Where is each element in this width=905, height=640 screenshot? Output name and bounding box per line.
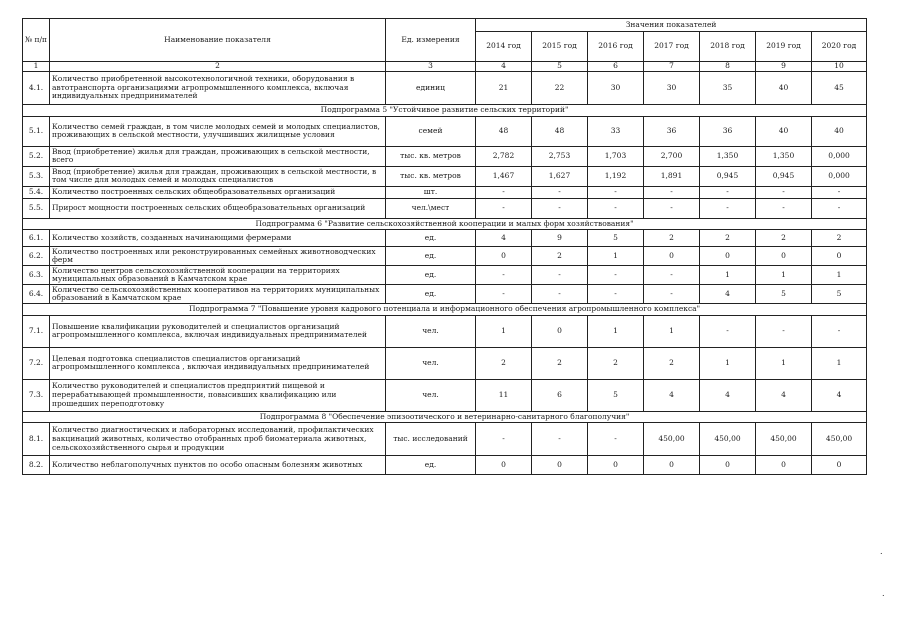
value-cell: 2 (644, 230, 700, 247)
header-year: 2016 год (588, 32, 644, 62)
row-number: 5.1. (23, 116, 50, 146)
value-cell: 2 (532, 247, 588, 266)
indicator-name: Количество руководителей и специалистов предприятий пищевой и перерабатывающей промышленности, повысивших квалификацию или прошедших переподготовку (50, 379, 386, 411)
value-cell: 30 (644, 72, 700, 105)
value-cell: - (644, 266, 700, 285)
header-year: 2020 год (812, 32, 867, 62)
value-cell: 22 (532, 72, 588, 105)
value-cell: 1 (588, 315, 644, 347)
subprogram-title: Подпрограмма 6 "Развитие сельскохозяйственной кооперации и малых форм хозяйствования" (23, 218, 867, 230)
value-cell: - (588, 285, 644, 304)
value-cell: 2 (756, 230, 812, 247)
header-year: 2018 год (700, 32, 756, 62)
value-cell: 0 (700, 247, 756, 266)
row-number: 5.5. (23, 198, 50, 218)
value-cell: 2 (812, 230, 867, 247)
value-cell: - (644, 198, 700, 218)
column-index-cell: 3 (386, 62, 476, 72)
value-cell: 450,00 (644, 423, 700, 456)
value-cell: 4 (700, 285, 756, 304)
column-index-cell: 1 (23, 62, 50, 72)
table-row (23, 198, 867, 218)
header-year: 2015 год (532, 32, 588, 62)
row-number: 8.1. (23, 423, 50, 456)
indicator-name: Количество построенных или реконструированных семейных животноводческих ферм (50, 247, 386, 266)
value-cell: 9 (532, 230, 588, 247)
value-cell: 4 (476, 230, 532, 247)
subprogram-title: Подпрограмма 8 "Обеспечение эпизоотического и ветеринарно-санитарного благополучия" (23, 411, 867, 423)
value-cell: 11 (476, 379, 532, 411)
value-cell: 36 (700, 116, 756, 146)
column-index-cell: 10 (812, 62, 867, 72)
value-cell: - (532, 285, 588, 304)
unit-cell: тыс. исследований (386, 423, 476, 456)
indicators-table (22, 18, 867, 475)
value-cell: 2,753 (532, 146, 588, 166)
table-row (23, 315, 867, 347)
value-cell: 5 (588, 379, 644, 411)
row-number: 5.3. (23, 166, 50, 186)
value-cell: 5 (756, 285, 812, 304)
value-cell: 0 (476, 247, 532, 266)
value-cell: 1 (700, 347, 756, 379)
indicator-name: Ввод (приобретение) жилья для граждан, проживающих в сельской местности, всего (50, 146, 386, 166)
value-cell: - (812, 186, 867, 198)
table-row (23, 247, 867, 266)
value-cell: 1,703 (588, 146, 644, 166)
unit-cell: семей (386, 116, 476, 146)
value-cell: - (476, 285, 532, 304)
table-row (23, 116, 867, 146)
indicator-name: Повышение квалификации руководителей и специалистов организаций агропромышленного комплекса, включая индивидуальных предпринимателей (50, 315, 386, 347)
subprogram-row (23, 105, 867, 117)
header-year: 2017 год (644, 32, 700, 62)
value-cell: 0 (700, 456, 756, 475)
table-row (23, 456, 867, 475)
column-index-cell: 8 (700, 62, 756, 72)
value-cell: - (756, 315, 812, 347)
unit-cell: единиц (386, 72, 476, 105)
value-cell: 1 (644, 315, 700, 347)
row-number: 7.3. (23, 379, 50, 411)
value-cell: 0 (756, 456, 812, 475)
value-cell: 0 (756, 247, 812, 266)
indicator-name: Количество построенных сельских общеобразовательных организаций (50, 186, 386, 198)
value-cell: - (588, 186, 644, 198)
value-cell: 33 (588, 116, 644, 146)
unit-cell: чел. (386, 379, 476, 411)
value-cell: 48 (476, 116, 532, 146)
value-cell: 1 (588, 247, 644, 266)
value-cell: - (756, 198, 812, 218)
unit-cell: ед. (386, 247, 476, 266)
value-cell: 45 (812, 72, 867, 105)
table-row (23, 186, 867, 198)
value-cell: 4 (644, 379, 700, 411)
value-cell: 0 (532, 315, 588, 347)
table-row (23, 285, 867, 304)
value-cell: 2,782 (476, 146, 532, 166)
table-row (23, 347, 867, 379)
value-cell: 1,192 (588, 166, 644, 186)
value-cell: 2 (644, 347, 700, 379)
value-cell: - (644, 186, 700, 198)
table-row (23, 146, 867, 166)
row-number: 4.1. (23, 72, 50, 105)
value-cell: 1,891 (644, 166, 700, 186)
value-cell: 0 (812, 456, 867, 475)
indicator-name: Прирост мощности построенных сельских общеобразовательных организаций (50, 198, 386, 218)
value-cell: 6 (532, 379, 588, 411)
unit-cell: чел. (386, 315, 476, 347)
indicator-name: Целевая подготовка специалистов специалистов организаций агропромышленного комплекса , включая индивидуальных предпринимателей (50, 347, 386, 379)
value-cell: - (644, 285, 700, 304)
table-row (23, 230, 867, 247)
value-cell: - (532, 266, 588, 285)
row-number: 5.4. (23, 186, 50, 198)
row-number: 6.1. (23, 230, 50, 247)
value-cell: 1 (812, 266, 867, 285)
value-cell: 0 (532, 456, 588, 475)
value-cell: 1 (700, 266, 756, 285)
value-cell: 40 (756, 116, 812, 146)
value-cell: 40 (812, 116, 867, 146)
table-row (23, 423, 867, 456)
value-cell: - (756, 186, 812, 198)
value-cell: 1,627 (532, 166, 588, 186)
value-cell: 0 (812, 247, 867, 266)
unit-cell: ед. (386, 230, 476, 247)
value-cell: 1,350 (756, 146, 812, 166)
header-year: 2014 год (476, 32, 532, 62)
header-num: № п/п (23, 19, 50, 62)
value-cell: - (476, 423, 532, 456)
unit-cell: тыс. кв. метров (386, 166, 476, 186)
table-row (23, 266, 867, 285)
value-cell: 2 (588, 347, 644, 379)
unit-cell: ед. (386, 285, 476, 304)
subprogram-row (23, 411, 867, 423)
indicator-name: Количество центров сельскохозяйственной кооперации на территориях муниципальных образований в Камчатском крае (50, 266, 386, 285)
value-cell: 35 (700, 72, 756, 105)
subprogram-row (23, 304, 867, 316)
column-index-cell: 7 (644, 62, 700, 72)
row-number: 6.3. (23, 266, 50, 285)
indicator-name: Количество приобретенной высокотехнологичной техники, оборудования в автотранспорта организациями агропромышленного комплекса, включая индивидуальных предпринимателей (50, 72, 386, 105)
value-cell: 0 (476, 456, 532, 475)
value-cell: 0 (588, 456, 644, 475)
value-cell: 0 (644, 247, 700, 266)
value-cell: 0,000 (812, 166, 867, 186)
value-cell: 5 (812, 285, 867, 304)
row-number: 7.2. (23, 347, 50, 379)
value-cell: 1 (476, 315, 532, 347)
value-cell: 21 (476, 72, 532, 105)
value-cell: 1 (812, 347, 867, 379)
value-cell: - (588, 423, 644, 456)
value-cell: 4 (756, 379, 812, 411)
value-cell: 450,00 (756, 423, 812, 456)
value-cell: 0,945 (756, 166, 812, 186)
indicator-name: Количество неблагополучных пунктов по особо опасным болезням животных (50, 456, 386, 475)
value-cell: 2 (476, 347, 532, 379)
table-row (23, 72, 867, 105)
row-number: 5.2. (23, 146, 50, 166)
unit-cell: шт. (386, 186, 476, 198)
value-cell: 2 (532, 347, 588, 379)
subprogram-title: Подпрограмма 5 "Устойчивое развитие сельских территорий" (23, 105, 867, 117)
row-number: 6.4. (23, 285, 50, 304)
subprogram-title: Подпрограмма 7 "Повышение уровня кадрового потенциала и информационного обеспечения агропромышленного комплекса" (23, 304, 867, 316)
value-cell: 1,467 (476, 166, 532, 186)
value-cell: 0 (644, 456, 700, 475)
column-index-cell: 6 (588, 62, 644, 72)
value-cell: 36 (644, 116, 700, 146)
value-cell: - (532, 186, 588, 198)
value-cell: 4 (700, 379, 756, 411)
row-number: 6.2. (23, 247, 50, 266)
column-index-cell: 9 (756, 62, 812, 72)
value-cell: 1,350 (700, 146, 756, 166)
value-cell: 30 (588, 72, 644, 105)
indicator-name: Количество хозяйств, созданных начинающими фермерами (50, 230, 386, 247)
indicator-name: Ввод (приобретение) жилья для граждан, проживающих в сельской местности, в том числе для молодых семей и молодых специалистов (50, 166, 386, 186)
value-cell: 48 (532, 116, 588, 146)
header-values-group: Значения показателей (476, 19, 867, 32)
header-unit: Ед. измерения (386, 19, 476, 62)
value-cell: 4 (812, 379, 867, 411)
value-cell: 2,700 (644, 146, 700, 166)
indicator-name: Количество сельскохозяйственных кооперативов на территориях муниципальных образований в Камчатском крае (50, 285, 386, 304)
value-cell: - (588, 266, 644, 285)
value-cell: 0,945 (700, 166, 756, 186)
value-cell: - (532, 198, 588, 218)
unit-cell: ед. (386, 266, 476, 285)
header-name: Наименование показателя (50, 19, 386, 62)
scan-speck: . (882, 589, 885, 598)
row-number: 8.2. (23, 456, 50, 475)
value-cell: 450,00 (700, 423, 756, 456)
value-cell: 1 (756, 266, 812, 285)
table-row (23, 379, 867, 411)
value-cell: - (588, 198, 644, 218)
value-cell: - (812, 315, 867, 347)
value-cell: 2 (700, 230, 756, 247)
value-cell: - (476, 186, 532, 198)
unit-cell: чел. (386, 347, 476, 379)
value-cell: 40 (756, 72, 812, 105)
row-number: 7.1. (23, 315, 50, 347)
table-row (23, 166, 867, 186)
value-cell: 450,00 (812, 423, 867, 456)
unit-cell: ед. (386, 456, 476, 475)
value-cell: - (532, 423, 588, 456)
indicator-name: Количество диагностических и лабораторных исследований, профилактических вакцинаций животных, количество отобранных проб биоматериала животных, сельскохозяйственного сырья и продукции (50, 423, 386, 456)
value-cell: 5 (588, 230, 644, 247)
value-cell: - (700, 315, 756, 347)
value-cell: 1 (756, 347, 812, 379)
column-index-cell: 2 (50, 62, 386, 72)
column-index-cell: 4 (476, 62, 532, 72)
value-cell: - (812, 198, 867, 218)
scan-speck: . (880, 547, 883, 556)
value-cell: - (476, 198, 532, 218)
column-index-cell: 5 (532, 62, 588, 72)
indicator-name: Количество семей граждан, в том числе молодых семей и молодых специалистов, проживающих в сельской местности, улучшивших жилищные условия (50, 116, 386, 146)
value-cell: - (700, 198, 756, 218)
value-cell: - (700, 186, 756, 198)
header-year: 2019 год (756, 32, 812, 62)
subprogram-row (23, 218, 867, 230)
unit-cell: чел.\мест (386, 198, 476, 218)
unit-cell: тыс. кв. метров (386, 146, 476, 166)
value-cell: 0,000 (812, 146, 867, 166)
value-cell: - (476, 266, 532, 285)
